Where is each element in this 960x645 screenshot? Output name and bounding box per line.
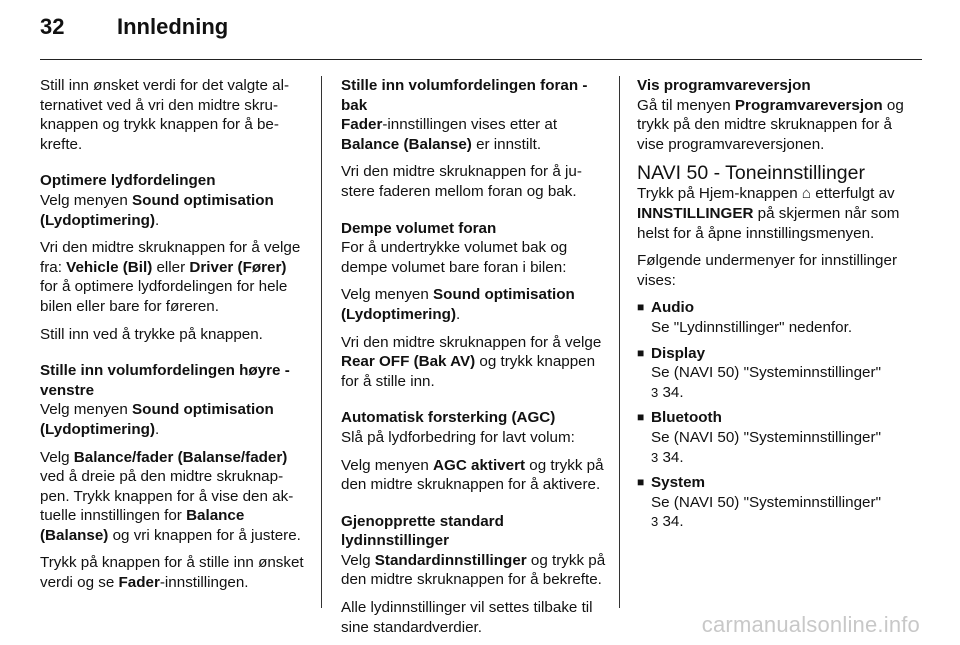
section-heading: Vis programvareversjon	[637, 77, 811, 94]
paragraph: Vri den midtre skruknappen for å velge Rear OFF (Bak AV) og trykk knappen for å stille inn.	[341, 333, 602, 390]
paragraph: Alle lydinnstillinger vil settes tilbake til sine standardverdier.	[341, 599, 593, 636]
section-heading: Automatisk forsterking (AGC)	[341, 409, 556, 427]
list-item	[637, 344, 905, 364]
list-item-title: Bluetooth	[651, 409, 722, 427]
page-ref-icon: 3	[651, 449, 659, 465]
list-item-desc: Se "Lydinnstillinger" nedenfor.	[651, 318, 853, 336]
paragraph: Velg menyen Sound optimisation (Lydoptimering).	[341, 286, 575, 323]
column-1	[40, 76, 306, 601]
bullet-square-icon: ■	[637, 345, 645, 360]
column-2	[341, 76, 607, 645]
subchapter-title: NAVI 50 - Toneinnstillinger	[637, 162, 865, 185]
paragraph: Trykk på knappen for å stille inn ønsket verdi og se Fader-innstillingen.	[40, 554, 304, 592]
page-ref[interactable]: 34.	[662, 448, 684, 466]
bullet-square-icon: ■	[637, 410, 645, 425]
section-heading: Dempe volumet foran	[341, 219, 497, 237]
section-heading: Stille inn volumfordelingen høyre - venstre	[40, 362, 290, 399]
list-item	[637, 408, 905, 428]
page-ref-icon: 3	[651, 384, 659, 400]
list-item	[637, 473, 905, 493]
list-item	[637, 298, 905, 318]
home-icon: ⌂	[801, 185, 812, 203]
header-rule	[40, 59, 922, 60]
page-ref-icon: 3	[651, 514, 659, 530]
page-header	[40, 14, 228, 50]
column-3	[637, 76, 905, 532]
page-number: 32	[40, 14, 65, 39]
list-item-title: Audio	[651, 299, 695, 317]
paragraph: Velg menyen AGC aktivert og trykk på den midtre skruknappen for å aktivere.	[341, 456, 604, 494]
paragraph: Vri den midtre skruknappen for å justere faderen mellom foran og bak.	[341, 163, 582, 200]
paragraph: Still inn ved å trykke på knappen.	[40, 325, 263, 343]
paragraph: Velg menyen Sound optimisation (Lydoptimering).	[40, 401, 274, 438]
paragraph: Gå til menyen Programvareversjon og trykk på den midtre skruknappen for å vise programvareversjonen.	[637, 96, 904, 153]
intro-paragraph: Still inn ønsket verdi for det valgte alternativet ved å vri den midtre skruknappen og trykk knappen for å bekrefte.	[40, 77, 290, 153]
paragraph: For å undertrykke volumet bak og dempe volumet bare foran i bilen:	[341, 239, 568, 276]
section-heading: Gjenopprette standard lydinnstillinger	[341, 512, 504, 550]
paragraph: Trykk på Hjem-knappen ⌂ etterfulgt av INNSTILLINGER på skjermen når som helst for å åpne innstillingsmenyen.	[637, 185, 900, 242]
page-ref[interactable]: 34.	[662, 383, 684, 401]
list-item-desc: Se (NAVI 50) "Systeminnstillinger" 3 34.	[651, 364, 881, 401]
chapter-title: Innledning	[117, 14, 229, 39]
paragraph: Velg Standardinnstillinger og trykk på den midtre skruknappen for å bekrefte.	[341, 551, 606, 589]
paragraph: Velg Balance/fader (Balanse/fader) ved å dreie på den midtre skruknappen. Trykk knappen for å vise den aktuelle innstillingen for Balance (Balanse) og vri knappen for å justere.	[40, 448, 301, 544]
list-item-desc: Se (NAVI 50) "Systeminnstillinger" 3 34.	[651, 428, 881, 466]
paragraph: Vri den midtre skruknappen for å velge fra: Vehicle (Bil) eller Driver (Fører) for å optimere lydfordelingen for hele bilen eller bare for føreren.	[40, 239, 301, 315]
bullet-square-icon: ■	[637, 475, 645, 490]
page-ref[interactable]: 34.	[662, 513, 684, 531]
column-divider-2	[619, 76, 620, 608]
list-item-desc: Se (NAVI 50) "Systeminnstillinger" 3 34.	[651, 493, 881, 531]
list-item-title: Display	[651, 344, 706, 362]
column-divider-1	[321, 76, 322, 608]
section-heading: Optimere lydfordelingen	[40, 172, 216, 190]
paragraph: Følgende undermenyer for innstillinger vises:	[637, 252, 898, 289]
section-heading: Stille inn volumfordelingen foran - bak	[341, 77, 588, 114]
bullet-square-icon: ■	[637, 300, 645, 315]
paragraph: Velg menyen Sound optimisation (Lydoptimering).	[40, 191, 274, 229]
watermark: carmanualsonline.info	[701, 612, 920, 637]
paragraph: Fader-innstillingen vises etter at Balance (Balanse) er innstilt.	[341, 116, 558, 153]
list-item-title: System	[651, 474, 706, 492]
paragraph: Slå på lydforbedring for lavt volum:	[341, 428, 575, 446]
